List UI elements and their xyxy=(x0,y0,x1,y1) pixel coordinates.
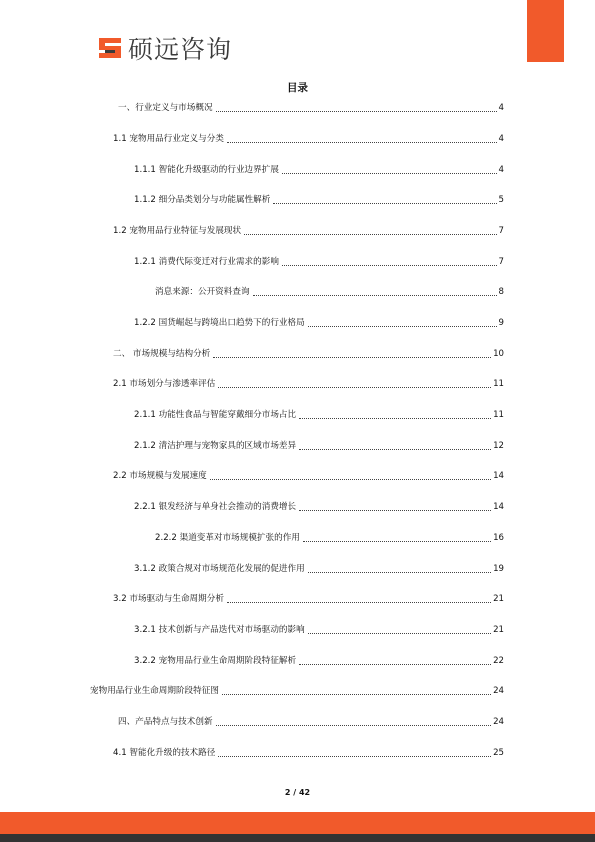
toc-entry[interactable] xyxy=(134,499,504,513)
logo-text: 硕远咨询 xyxy=(128,35,233,64)
toc-entry[interactable] xyxy=(90,683,504,697)
toc-entry[interactable] xyxy=(134,162,504,176)
toc-leader-dots xyxy=(216,725,492,726)
toc-entry[interactable] xyxy=(134,254,504,268)
toc-entry-label: 4.1 智能化升级的技术路径 xyxy=(113,748,216,758)
toc-entry-label: 3.2.2 宠物用品行业生命周期阶段特征解析 xyxy=(134,656,297,666)
toc-leader-dots xyxy=(273,203,496,204)
toc-entry-page: 7 xyxy=(498,226,504,236)
toc-entry-page: 8 xyxy=(498,287,504,297)
toc-entry-label: 2.2.1 银发经济与单身社会推动的消费增长 xyxy=(134,502,297,512)
page-number: 2 / 42 xyxy=(284,788,311,797)
toc-leader-dots xyxy=(299,510,491,511)
toc-entry-page: 7 xyxy=(498,257,504,267)
logo-mark-icon xyxy=(97,35,123,61)
toc-entry-label: 1.2.1 消费代际变迁对行业需求的影响 xyxy=(134,257,279,267)
toc-entry-label: 3.2 市场驱动与生命周期分析 xyxy=(113,594,224,604)
toc-entry[interactable] xyxy=(113,591,504,605)
toc-entry-label: 二、 市场规模与结构分析 xyxy=(113,349,211,359)
toc-entry-page: 14 xyxy=(493,502,504,512)
toc-entry-page: 24 xyxy=(493,686,504,696)
toc-entry[interactable] xyxy=(113,346,504,360)
toc-leader-dots xyxy=(308,326,497,327)
toc-leader-dots xyxy=(227,602,491,603)
toc-entry[interactable] xyxy=(113,223,504,237)
toc-entry[interactable] xyxy=(134,407,504,421)
toc-entry-label: 消息来源：公开资料查询 xyxy=(155,287,250,297)
toc-entry[interactable] xyxy=(113,468,504,482)
footer-dark-band xyxy=(0,834,595,842)
toc-entry[interactable] xyxy=(155,530,504,544)
toc-entry-label: 一、行业定义与市场概况 xyxy=(118,103,213,113)
toc-entry-page: 9 xyxy=(498,318,504,328)
toc-entry-page: 10 xyxy=(493,349,504,359)
toc-entry-page: 14 xyxy=(493,471,504,481)
toc-leader-dots xyxy=(244,234,496,235)
toc-leader-dots xyxy=(282,265,497,266)
toc-entry[interactable] xyxy=(155,284,504,298)
toc-entry[interactable] xyxy=(113,376,504,390)
toc-entry[interactable] xyxy=(134,438,504,452)
toc-entry-page: 21 xyxy=(493,625,504,635)
toc-entry-label: 2.1 市场划分与渗透率评估 xyxy=(113,379,216,389)
toc-leader-dots xyxy=(299,449,491,450)
toc-entry-page: 11 xyxy=(493,379,504,389)
toc-entry-page: 25 xyxy=(493,748,504,758)
toc-entry[interactable] xyxy=(113,131,504,145)
toc-entry-page: 12 xyxy=(493,441,504,451)
toc-entry[interactable] xyxy=(113,745,504,759)
toc-entry-page: 4 xyxy=(498,103,504,113)
toc-entry[interactable] xyxy=(134,622,504,636)
toc-leader-dots xyxy=(303,541,491,542)
toc-entry[interactable] xyxy=(134,192,504,206)
company-logo xyxy=(97,32,232,64)
toc-entry[interactable] xyxy=(134,561,504,575)
toc-entry-label: 1.1.1 智能化升级驱动的行业边界扩展 xyxy=(134,165,279,175)
toc-entry-label: 2.2.2 渠道变革对市场规模扩张的作用 xyxy=(155,533,300,543)
toc-leader-dots xyxy=(227,142,497,143)
toc-leader-dots xyxy=(222,694,491,695)
toc-entry-page: 4 xyxy=(498,134,504,144)
toc-leader-dots xyxy=(282,173,497,174)
toc-entry-label: 3.1.2 政策合规对市场规范化发展的促进作用 xyxy=(134,564,305,574)
toc-leader-dots xyxy=(308,572,491,573)
toc-entry-label: 1.2 宠物用品行业特征与发展现状 xyxy=(113,226,242,236)
toc-entry-page: 11 xyxy=(493,410,504,420)
toc-entry[interactable] xyxy=(134,315,504,329)
toc-entry-label: 宠物用品行业生命周期阶段特征图 xyxy=(90,686,219,696)
toc-title: 目录 xyxy=(287,82,308,94)
toc-entry-label: 1.2.2 国货崛起与跨境出口趋势下的行业格局 xyxy=(134,318,305,328)
toc-entry-page: 16 xyxy=(493,533,504,543)
toc-entry-label: 2.1.2 清洁护理与宠物家具的区域市场差异 xyxy=(134,441,297,451)
toc-entry-label: 四、产品特点与技术创新 xyxy=(118,717,213,727)
toc-entry-label: 2.2 市场规模与发展速度 xyxy=(113,471,207,481)
toc-leader-dots xyxy=(253,295,497,296)
toc-entry[interactable] xyxy=(134,653,504,667)
toc-entry-page: 24 xyxy=(493,717,504,727)
toc-leader-dots xyxy=(218,756,491,757)
toc-entry-label: 1.1.2 细分品类划分与功能属性解析 xyxy=(134,195,271,205)
toc-leader-dots xyxy=(299,418,491,419)
toc-leader-dots xyxy=(216,111,497,112)
toc-leader-dots xyxy=(299,664,491,665)
toc-entry-page: 21 xyxy=(493,594,504,604)
toc-leader-dots xyxy=(308,633,491,634)
toc-entry-page: 22 xyxy=(493,656,504,666)
toc-entry-page: 4 xyxy=(498,165,504,175)
toc-leader-dots xyxy=(218,387,491,388)
toc-entry[interactable] xyxy=(118,714,504,728)
toc-entry-label: 3.2.1 技术创新与产品迭代对市场驱动的影响 xyxy=(134,625,305,635)
toc-entry-label: 2.1.1 功能性食品与智能穿戴细分市场占比 xyxy=(134,410,297,420)
toc-entry-page: 5 xyxy=(498,195,504,205)
corner-accent-block xyxy=(527,0,564,62)
toc-entry-page: 19 xyxy=(493,564,504,574)
toc-leader-dots xyxy=(213,357,491,358)
toc-entry[interactable] xyxy=(118,100,504,114)
toc-leader-dots xyxy=(210,479,491,480)
toc-entry-label: 1.1 宠物用品行业定义与分类 xyxy=(113,134,224,144)
footer-orange-band xyxy=(0,812,595,834)
